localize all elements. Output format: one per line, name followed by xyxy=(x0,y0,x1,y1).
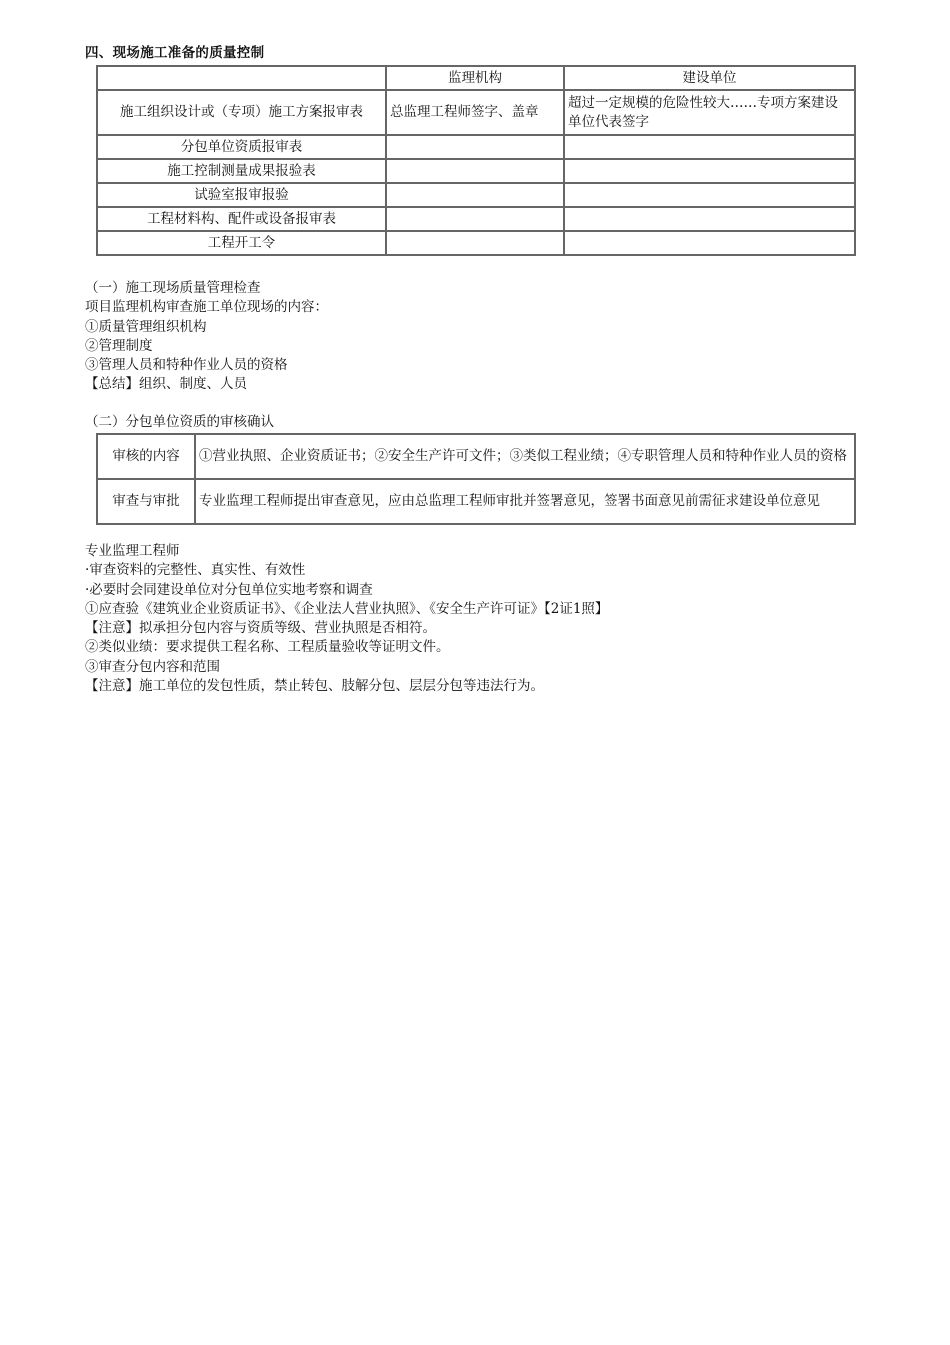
table-cell xyxy=(564,135,855,159)
table-row xyxy=(97,207,855,231)
text-line: ·必要时会同建设单位对分包单位实地考察和调查 xyxy=(85,581,373,598)
text-line: 【总结】组织、制度、人员 xyxy=(85,376,247,393)
table-row xyxy=(97,90,855,135)
text-line: ③审查分包内容和范围 xyxy=(85,658,220,675)
table-cell xyxy=(386,135,564,159)
text-line: ②管理制度 xyxy=(85,337,153,354)
section-heading: 四、现场施工准备的质量控制 xyxy=(85,45,265,61)
text-line: 项目监理机构审查施工单位现场的内容： xyxy=(85,299,328,316)
table-cell xyxy=(564,231,855,255)
table-cell: ①营业执照、企业资质证书；②安全生产许可文件；③类似工程业绩；④专职管理人员和特种作业人员的资格 xyxy=(195,434,855,479)
table-cell xyxy=(564,183,855,207)
table-header-cell: 监理机构 xyxy=(386,66,564,90)
table-header-row xyxy=(97,66,855,90)
row-label-cell: 审查与审批 xyxy=(97,479,195,524)
subcontractor-review-table xyxy=(96,433,856,525)
table-row xyxy=(97,135,855,159)
table-cell xyxy=(386,183,564,207)
table-cell xyxy=(386,207,564,231)
text-line: ①质量管理组织机构 xyxy=(85,318,207,335)
table-header-cell: 建设单位 xyxy=(564,66,855,90)
table-cell xyxy=(564,207,855,231)
section-subcontractor-review xyxy=(85,413,274,432)
table-cell xyxy=(386,159,564,183)
text-line: ·审查资料的完整性、真实性、有效性 xyxy=(85,562,306,579)
table-cell: 施工组织设计或（专项）施工方案报审表 xyxy=(97,90,386,135)
table-cell: 分包单位资质报审表 xyxy=(97,135,386,159)
table-row xyxy=(97,231,855,255)
table-cell: 试验室报审报验 xyxy=(97,183,386,207)
table-row xyxy=(97,159,855,183)
table-cell: 超过一定规模的危险性较大……专项方案建设单位代表签字 xyxy=(564,90,855,135)
quality-control-table xyxy=(96,65,856,256)
text-line: 【注意】拟承担分包内容与资质等级、营业执照是否相符。 xyxy=(85,620,436,637)
text-line: 专业监理工程师 xyxy=(85,543,180,559)
table-header-cell xyxy=(97,66,386,90)
section-specialist-engineer-notes xyxy=(85,542,608,696)
table-row xyxy=(97,434,855,479)
row-label-cell: 审核的内容 xyxy=(97,434,195,479)
text-line: 【注意】施工单位的发包性质，禁止转包、肢解分包、层层分包等违法行为。 xyxy=(85,678,544,695)
table-cell: 工程开工令 xyxy=(97,231,386,255)
table-cell: 施工控制测量成果报验表 xyxy=(97,159,386,183)
table-row xyxy=(97,479,855,524)
table-cell: 总监理工程师签字、盖章 xyxy=(386,90,564,135)
section-title: （一）施工现场质量管理检查 xyxy=(85,280,261,296)
table-cell xyxy=(386,231,564,255)
table-cell: 工程材料构、配件或设备报审表 xyxy=(97,207,386,231)
table-cell: 专业监理工程师提出审查意见，应由总监理工程师审批并签署意见，签署书面意见前需征求建设单位意见 xyxy=(195,479,855,524)
text-line: ①应查验《建筑业企业资质证书》、《企业法人营业执照》、《安全生产许可证》【2证1照】 xyxy=(85,600,609,617)
section-title: （二）分包单位资质的审核确认 xyxy=(85,414,274,430)
text-line: ③管理人员和特种作业人员的资格 xyxy=(85,357,288,374)
section-site-quality-check xyxy=(85,279,328,395)
table-cell xyxy=(564,159,855,183)
text-line: ②类似业绩：要求提供工程名称、工程质量验收等证明文件。 xyxy=(85,639,450,656)
table-row xyxy=(97,183,855,207)
